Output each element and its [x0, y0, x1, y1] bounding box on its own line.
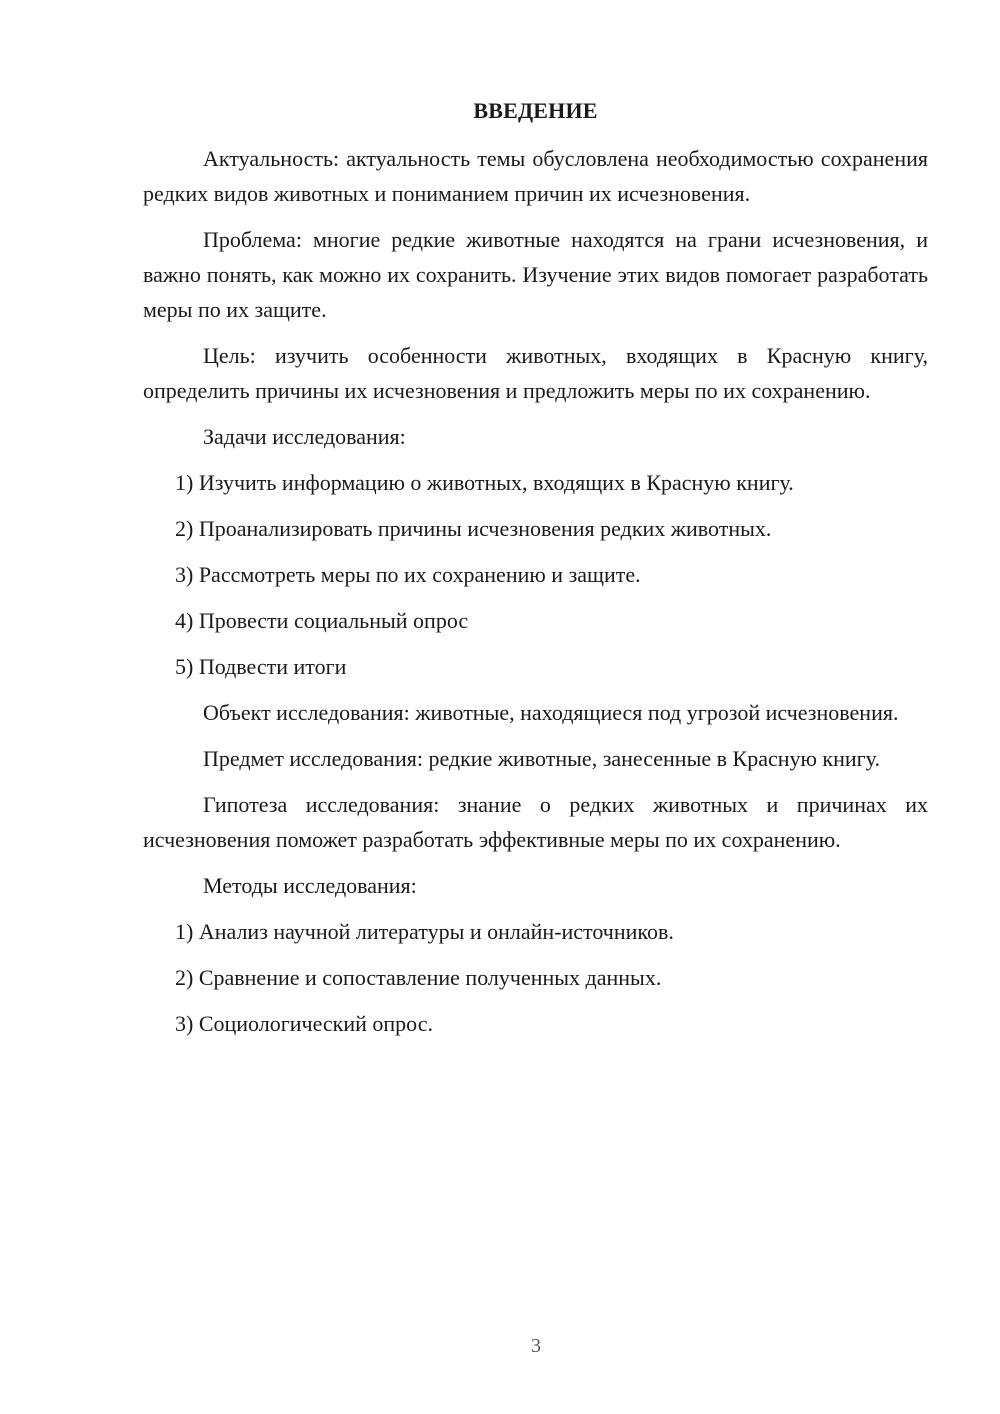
- list-item: 2) Сравнение и сопоставление полученных данных.: [175, 965, 662, 990]
- tasks-list: [143, 465, 928, 684]
- list-item: 1) Изучить информацию о животных, входящих в Красную книгу.: [175, 470, 794, 495]
- hypothesis-paragraph: Гипотеза исследования: знание о редких животных и причинах их исчезновения поможет разработать эффективные меры по их сохранению.: [143, 792, 928, 852]
- relevance-paragraph: Актуальность: актуальность темы обусловлена необходимостью сохранения редких видов животных и пониманием причин их исчезновения.: [143, 146, 928, 206]
- list-item: 2) Проанализировать причины исчезновения редких животных.: [175, 516, 772, 541]
- list-item: 4) Провести социальный опрос: [175, 608, 469, 633]
- tasks-heading: Задачи исследования:: [203, 424, 406, 449]
- list-item: 3) Социологический опрос.: [175, 1011, 433, 1036]
- section-title: ВВЕДЕНИЕ: [473, 98, 598, 123]
- goal-paragraph: Цель: изучить особенности животных, входящих в Красную книгу, определить причины их исчезновения и предложить меры по их сохранению.: [143, 343, 928, 403]
- methods-list: [143, 914, 928, 1041]
- list-item: 5) Подвести итоги: [175, 654, 347, 679]
- methods-heading: Методы исследования:: [203, 873, 417, 898]
- list-item: 1) Анализ научной литературы и онлайн-источников.: [175, 919, 674, 944]
- list-item: 3) Рассмотреть меры по их сохранению и защите.: [175, 562, 641, 587]
- page-number: 3: [531, 1335, 541, 1357]
- subject-paragraph: Предмет исследования: редкие животные, занесенные в Красную книгу.: [203, 746, 880, 771]
- object-paragraph: Объект исследования: животные, находящиеся под угрозой исчезновения.: [203, 700, 899, 725]
- document-body: [143, 141, 928, 1052]
- problem-paragraph: Проблема: многие редкие животные находятся на грани исчезновения, и важно понять, как можно их сохранить. Изучение этих видов помогает разработать меры по их защите.: [143, 227, 928, 322]
